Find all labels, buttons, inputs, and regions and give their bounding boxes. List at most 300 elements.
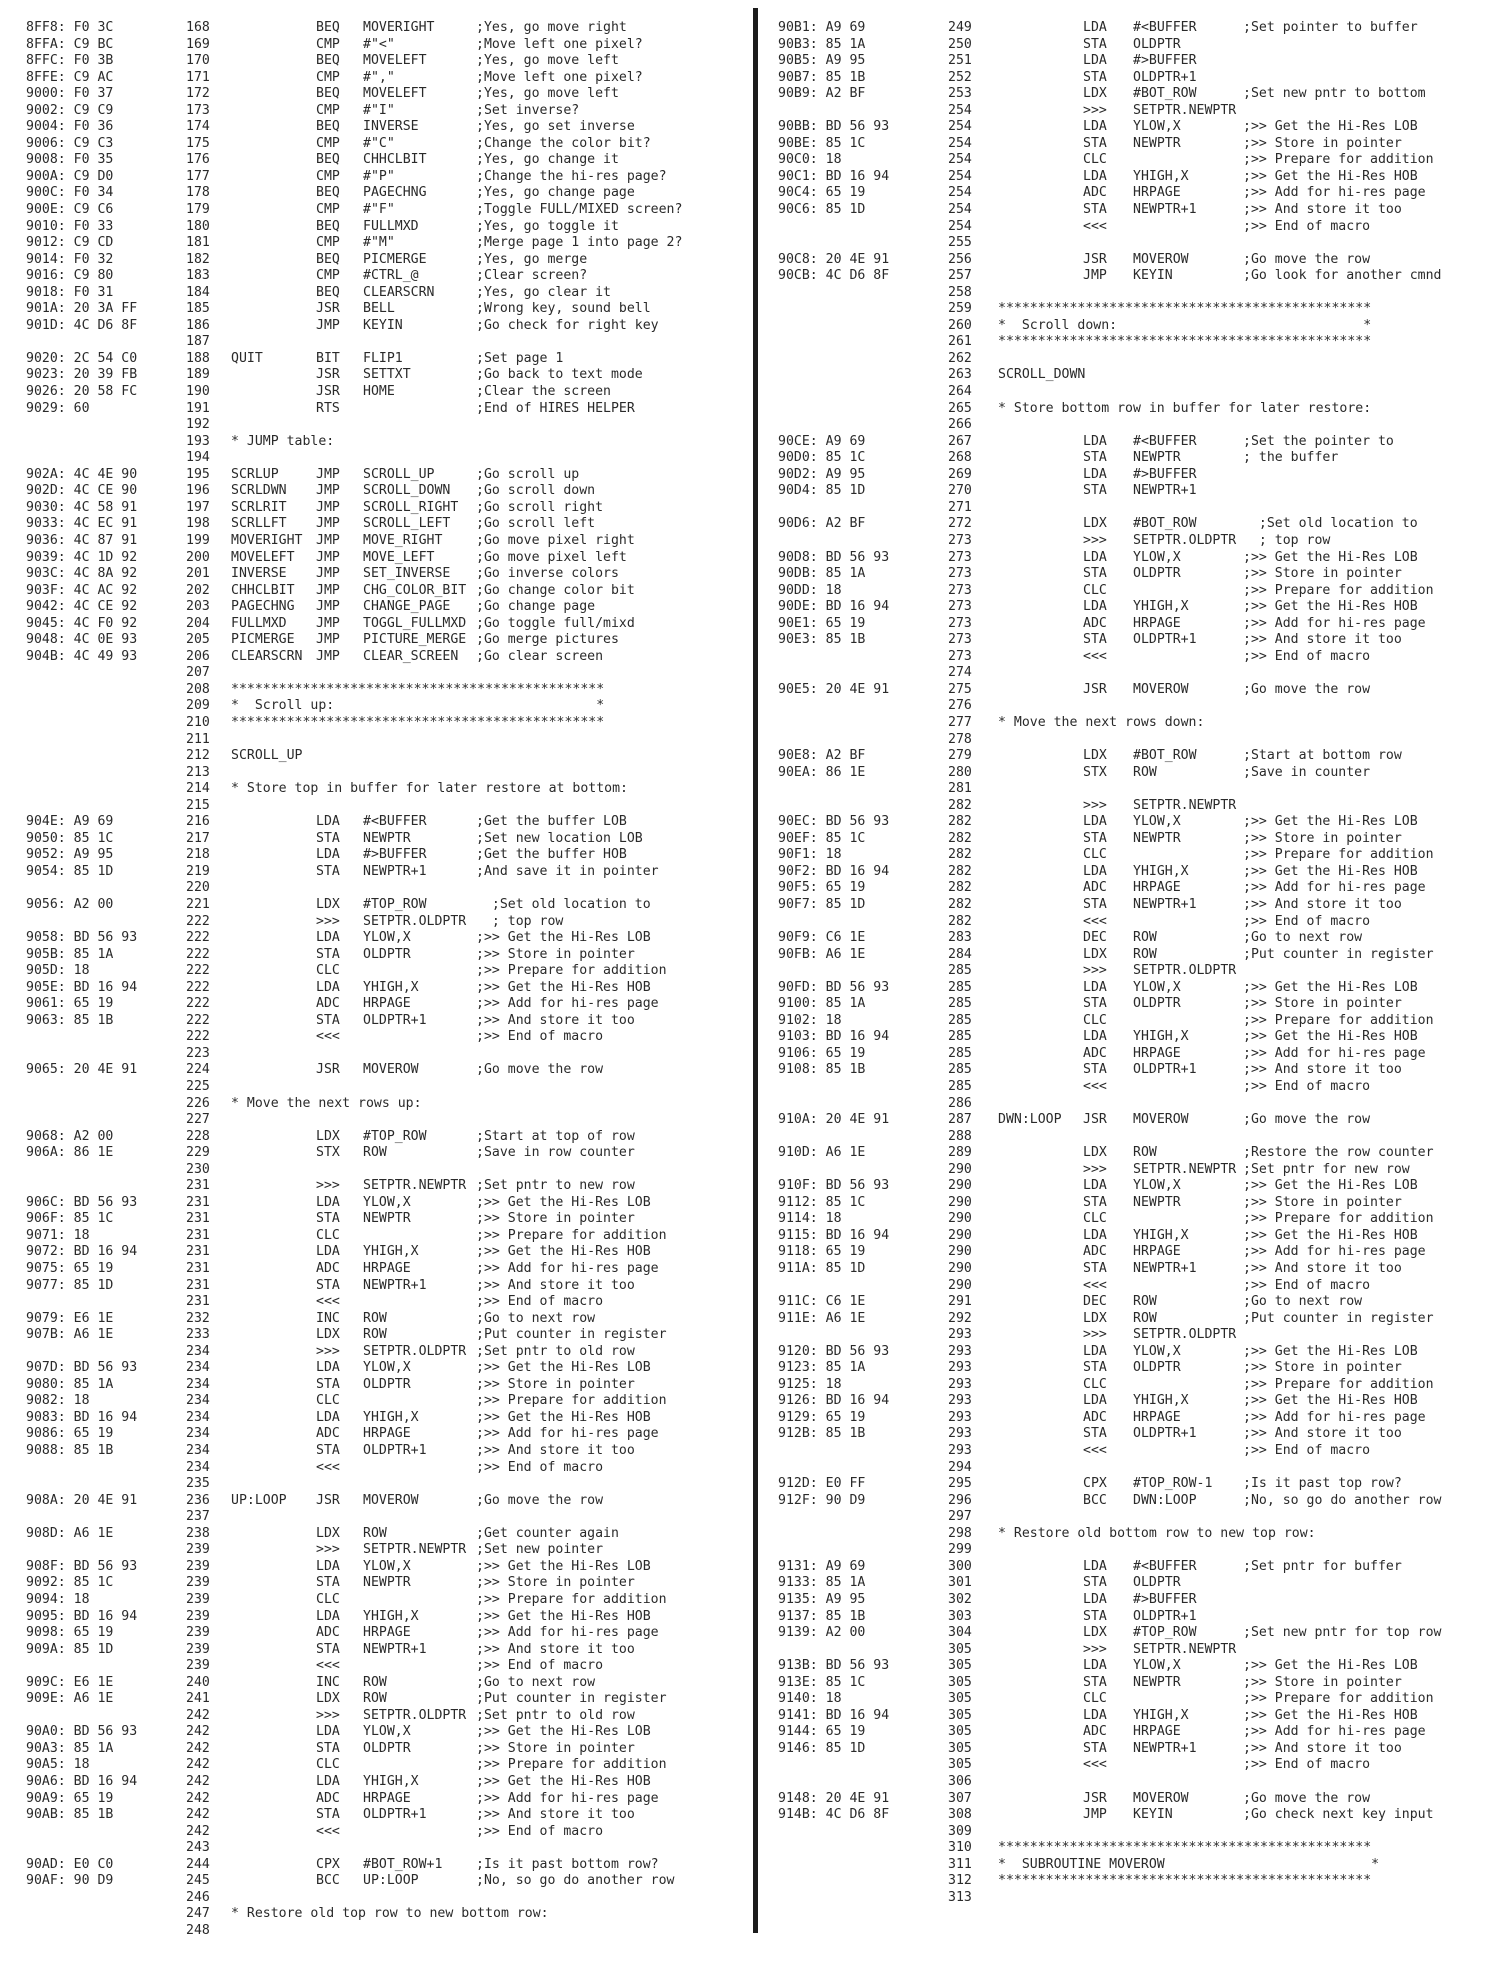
comment: ;Go scroll left [476, 516, 596, 532]
opcode: INC [316, 1674, 340, 1690]
line-number: 280 [948, 764, 972, 780]
address-bytes: 9146: 85 1D [778, 1740, 866, 1756]
line-number: 293 [948, 1343, 972, 1359]
operand: HRPAGE [363, 1261, 411, 1277]
address-bytes: 90FB: A6 1E [778, 946, 866, 962]
code-line [778, 467, 1488, 484]
comment: ; top row [1243, 532, 1331, 548]
code-label: QUIT [231, 350, 263, 366]
operand: INVERSE [363, 119, 419, 135]
opcode: STA [1083, 830, 1107, 846]
operand: NEWPTR [1133, 135, 1181, 151]
line-number: 290 [948, 1178, 972, 1194]
code-line [778, 798, 1488, 815]
opcode: JMP [316, 599, 340, 615]
code-line [778, 367, 1488, 384]
operand: NEWPTR [363, 1211, 411, 1227]
line-number: 178 [186, 185, 210, 201]
address-bytes: 9140: 18 [778, 1691, 842, 1707]
address-bytes: 911A: 85 1D [778, 1261, 866, 1277]
line-number: 222 [186, 1029, 210, 1045]
opcode: STA [1083, 1194, 1107, 1210]
operand: HRPAGE [1133, 880, 1181, 896]
opcode: LDX [316, 1691, 340, 1707]
line-number: 169 [186, 36, 210, 52]
opcode: CLC [1083, 152, 1107, 168]
comment: ;Go move the row [1243, 681, 1371, 697]
opcode: STA [1083, 896, 1107, 912]
comment: ;>> Add for hi-res page [1243, 185, 1426, 201]
code-line [778, 1145, 1488, 1162]
code-label: MOVERIGHT [231, 532, 303, 548]
line-number: 293 [948, 1409, 972, 1425]
address-bytes: 90C4: 65 19 [778, 185, 866, 201]
operand: NEWPTR [1133, 1674, 1181, 1690]
opcode: RTS [316, 400, 340, 416]
comment-line: SCROLL_DOWN [998, 367, 1086, 383]
address-bytes: 9100: 85 1A [778, 996, 866, 1012]
comment: ;>> Store in pointer [476, 1211, 635, 1227]
address-bytes: 90B9: A2 BF [778, 86, 866, 102]
opcode: JSR [316, 1062, 340, 1078]
opcode: ADC [316, 996, 340, 1012]
line-number: 198 [186, 516, 210, 532]
comment: ;Set pntr for buffer [1243, 1558, 1402, 1574]
opcode: ADC [1083, 1724, 1107, 1740]
line-number: 308 [948, 1807, 972, 1823]
code-line [778, 1178, 1488, 1195]
opcode: JMP [316, 582, 340, 598]
code-line [778, 698, 1488, 715]
comment: ;End of HIRES HELPER [476, 400, 635, 416]
line-number: 179 [186, 202, 210, 218]
comment: ; the buffer [1243, 450, 1339, 466]
line-number: 200 [186, 549, 210, 565]
comment: ;>> Get the Hi-Res LOB [1243, 1343, 1418, 1359]
code-line [778, 1493, 1488, 1510]
address-bytes: 9079: E6 1E [26, 1310, 114, 1326]
code-line [26, 1741, 756, 1758]
code-line [778, 1377, 1488, 1394]
code-line [26, 450, 756, 467]
line-number: 208 [186, 681, 210, 697]
operand: YLOW,X [363, 1360, 411, 1376]
opcode: CMP [316, 135, 340, 151]
code-line [778, 1840, 1488, 1857]
operand: OLDPTR [1133, 36, 1181, 52]
code-line [26, 550, 756, 567]
operand: HRPAGE [363, 996, 411, 1012]
line-number: 307 [948, 1790, 972, 1806]
operand: OLDPTR [363, 1740, 411, 1756]
operand: PICMERGE [363, 251, 427, 267]
opcode: LDA [1083, 549, 1107, 565]
comment: ;>> Get the Hi-Res LOB [1243, 1178, 1418, 1194]
code-line [778, 1079, 1488, 1096]
code-line [778, 550, 1488, 567]
opcode: STA [1083, 1740, 1107, 1756]
address-bytes: 9126: BD 16 94 [778, 1393, 890, 1409]
opcode: STA [1083, 1062, 1107, 1078]
address-bytes: 9115: BD 16 94 [778, 1227, 890, 1243]
opcode: STA [316, 946, 340, 962]
code-line [778, 252, 1488, 269]
code-label: SCRLLFT [231, 516, 287, 532]
operand: OLDPTR [363, 946, 411, 962]
code-line [26, 301, 756, 318]
opcode: <<< [316, 1029, 340, 1045]
line-number: 235 [186, 1476, 210, 1492]
line-number: 267 [948, 433, 972, 449]
operand: NEWPTR+1 [363, 863, 427, 879]
operand: #BOT_ROW [1133, 516, 1197, 532]
line-number: 273 [948, 582, 972, 598]
code-label: UP:LOOP [231, 1492, 287, 1508]
code-line [26, 1311, 756, 1328]
line-number: 282 [948, 896, 972, 912]
comment: ;>> Get the Hi-Res LOB [476, 1724, 651, 1740]
line-number: 254 [948, 185, 972, 201]
comment: ;>> Add for hi-res page [476, 1426, 659, 1442]
code-line [778, 301, 1488, 318]
operand: YLOW,X [363, 1724, 411, 1740]
code-line [26, 1129, 756, 1146]
line-number: 239 [186, 1558, 210, 1574]
line-number: 204 [186, 615, 210, 631]
comment: ;Yes, go set inverse [476, 119, 635, 135]
code-line [26, 1460, 756, 1477]
address-bytes: 9083: BD 16 94 [26, 1409, 138, 1425]
opcode: ADC [316, 1790, 340, 1806]
comment: ;>> Store in pointer [476, 946, 635, 962]
code-line [778, 996, 1488, 1013]
code-line [26, 963, 756, 980]
operand: PAGECHNG [363, 185, 427, 201]
opcode: STA [316, 1012, 340, 1028]
operand: OLDPTR [1133, 566, 1181, 582]
operand: NEWPTR+1 [1133, 1261, 1197, 1277]
comment: ;Put counter in register [1243, 1310, 1434, 1326]
line-number: 222 [186, 996, 210, 1012]
line-number: 303 [948, 1608, 972, 1624]
line-number: 250 [948, 36, 972, 52]
operand: ROW [1133, 764, 1157, 780]
code-line [778, 20, 1488, 37]
address-bytes: 9071: 18 [26, 1227, 90, 1243]
operand: BELL [363, 301, 395, 317]
operand: SETPTR.NEWPTR [1133, 1641, 1237, 1657]
line-number: 239 [186, 1608, 210, 1624]
opcode: <<< [316, 1294, 340, 1310]
line-number: 234 [186, 1443, 210, 1459]
code-line [778, 70, 1488, 87]
operand: CHHCLBIT [363, 152, 427, 168]
code-line [26, 37, 756, 54]
code-line [778, 1526, 1488, 1543]
line-number: 290 [948, 1161, 972, 1177]
line-number: 211 [186, 731, 210, 747]
opcode: JMP [316, 317, 340, 333]
opcode: LDA [316, 1558, 340, 1574]
address-bytes: 9063: 85 1B [26, 1012, 114, 1028]
line-number: 298 [948, 1525, 972, 1541]
opcode: STA [316, 1376, 340, 1392]
opcode: JSR [1083, 251, 1107, 267]
line-number: 309 [948, 1823, 972, 1839]
comment: ;Set pntr to old row [476, 1707, 635, 1723]
code-line [26, 566, 756, 583]
comment: ;>> Prepare for addition [1243, 582, 1434, 598]
code-line [26, 1393, 756, 1410]
code-line [778, 185, 1488, 202]
address-bytes: 90FD: BD 56 93 [778, 979, 890, 995]
comment: ;>> Get the Hi-Res HOB [1243, 863, 1418, 879]
code-line [778, 1774, 1488, 1791]
comment: ;>> End of macro [1243, 1079, 1371, 1094]
address-bytes: 90A9: 65 19 [26, 1790, 114, 1806]
operand: NEWPTR+1 [363, 1277, 427, 1293]
comment: ;>> Get the Hi-Res HOB [476, 1244, 651, 1260]
comment: ;Change the hi-res page? [476, 168, 667, 184]
line-number: 285 [948, 1062, 972, 1078]
code-line [778, 1129, 1488, 1146]
opcode: CLC [316, 1591, 340, 1607]
comment: ;Start at top of row [476, 1128, 635, 1144]
operand: #<BUFFER [1133, 1558, 1197, 1574]
line-number: 190 [186, 384, 210, 400]
line-number: 177 [186, 168, 210, 184]
line-number: 218 [186, 847, 210, 863]
opcode: STA [316, 1575, 340, 1591]
opcode: <<< [1083, 218, 1107, 234]
line-number: 212 [186, 748, 210, 764]
code-line [26, 1443, 756, 1460]
line-number: 221 [186, 896, 210, 912]
opcode: LDX [1083, 86, 1107, 102]
line-number: 254 [948, 135, 972, 151]
operand: #BOT_ROW+1 [363, 1856, 443, 1872]
comment: ;Clear screen? [476, 268, 588, 284]
line-number: 217 [186, 830, 210, 846]
operand: NEWPTR+1 [1133, 896, 1197, 912]
opcode: JSR [1083, 1112, 1107, 1128]
comment: ;Set pointer to buffer [1243, 20, 1418, 35]
comment: ;>> Get the Hi-Res HOB [476, 1608, 651, 1624]
address-bytes: 907B: A6 1E [26, 1327, 114, 1343]
comment: ;No, so go do another row [476, 1873, 675, 1889]
address-bytes: 90A6: BD 16 94 [26, 1773, 138, 1789]
opcode: STA [1083, 450, 1107, 466]
line-number: 203 [186, 599, 210, 615]
code-line [778, 947, 1488, 964]
opcode: LDA [1083, 814, 1107, 830]
line-number: 243 [186, 1840, 210, 1856]
operand: ROW [363, 1310, 387, 1326]
comment: ;Go clear screen [476, 648, 604, 664]
line-number: 197 [186, 499, 210, 515]
opcode: >>> [1083, 102, 1107, 118]
address-bytes: 9094: 18 [26, 1591, 90, 1607]
opcode: DEC [1083, 930, 1107, 946]
operand: YHIGH,X [1133, 168, 1189, 184]
opcode: LDA [1083, 1343, 1107, 1359]
code-line [26, 1774, 756, 1791]
line-number: 231 [186, 1194, 210, 1210]
line-number: 234 [186, 1393, 210, 1409]
code-label: CHHCLBIT [231, 582, 295, 598]
address-bytes: 9125: 18 [778, 1376, 842, 1392]
line-number: 254 [948, 168, 972, 184]
operand: YHIGH,X [363, 1773, 419, 1789]
line-number: 294 [948, 1459, 972, 1475]
comment: ;>> Add for hi-res page [476, 1625, 659, 1641]
code-line [778, 1559, 1488, 1576]
comment: ;Set new pointer [476, 1542, 604, 1558]
line-number: 293 [948, 1376, 972, 1392]
line-number: 248 [186, 1922, 210, 1938]
address-bytes: 9065: 20 4E 91 [26, 1062, 138, 1078]
code-line [26, 1261, 756, 1278]
operand: YHIGH,X [363, 1608, 419, 1624]
code-line [778, 1195, 1488, 1212]
operand: FULLMXD [363, 218, 419, 234]
line-number: 234 [186, 1360, 210, 1376]
operand: ROW [1133, 1310, 1157, 1326]
code-line [778, 268, 1488, 285]
code-line [778, 1096, 1488, 1113]
operand: SETTXT [363, 367, 411, 383]
line-number: 234 [186, 1376, 210, 1392]
line-number: 222 [186, 979, 210, 995]
line-number: 290 [948, 1277, 972, 1293]
address-bytes: 9014: F0 32 [26, 251, 114, 267]
code-line [778, 1162, 1488, 1179]
address-bytes: 90D8: BD 56 93 [778, 549, 890, 565]
address-bytes: 900C: F0 34 [26, 185, 114, 201]
operand: #"<" [363, 36, 395, 52]
address-bytes: 90B3: 85 1A [778, 36, 866, 52]
opcode: LDA [1083, 1658, 1107, 1674]
comment: ;>> Prepare for addition [1243, 1012, 1434, 1028]
code-line [778, 1625, 1488, 1642]
comment: ;>> Get the Hi-Res HOB [1243, 1227, 1418, 1243]
address-bytes: 9137: 85 1B [778, 1608, 866, 1624]
code-line [778, 930, 1488, 947]
address-bytes: 9108: 85 1B [778, 1062, 866, 1078]
comment: ;>> Get the Hi-Res HOB [1243, 168, 1418, 184]
comment: ;>> And store it too [476, 1641, 635, 1657]
opcode: JSR [1083, 681, 1107, 697]
code-line [778, 1509, 1488, 1526]
comment: ;>> End of macro [476, 1823, 604, 1839]
operand: KEYIN [1133, 268, 1173, 284]
comment-line: *********************************************** [998, 334, 1372, 350]
comment: ;Yes, go clear it [476, 284, 611, 300]
code-line [778, 202, 1488, 219]
comment: ;Go to next row [1243, 1294, 1363, 1310]
comment: ;>> Add for hi-res page [1243, 615, 1426, 631]
opcode: CLC [1083, 1691, 1107, 1707]
operand: #>BUFFER [1133, 1591, 1197, 1607]
address-bytes: 90BB: BD 56 93 [778, 119, 890, 135]
code-line [778, 152, 1488, 169]
operand: CLEARSCRN [363, 284, 435, 300]
code-line [778, 401, 1488, 418]
code-line [26, 1890, 756, 1907]
code-line [778, 136, 1488, 153]
comment: ;Go to next row [1243, 930, 1363, 946]
operand: #BOT_ROW [1133, 86, 1197, 102]
operand: ROW [363, 1674, 387, 1690]
opcode: <<< [316, 1658, 340, 1674]
code-line [778, 450, 1488, 467]
line-number: 282 [948, 880, 972, 896]
code-line [778, 351, 1488, 368]
line-number: 254 [948, 218, 972, 234]
code-line [778, 1426, 1488, 1443]
line-number: 282 [948, 863, 972, 879]
line-number: 293 [948, 1443, 972, 1459]
line-number: 242 [186, 1773, 210, 1789]
operand: YLOW,X [363, 930, 411, 946]
line-number: 222 [186, 1012, 210, 1028]
comment: ;>> Get the Hi-Res LOB [1243, 119, 1418, 135]
code-line [26, 814, 756, 831]
line-number: 281 [948, 781, 972, 797]
comment: ;Go merge pictures [476, 632, 619, 648]
opcode: CPX [1083, 1476, 1107, 1492]
opcode: STA [1083, 1575, 1107, 1591]
code-line [26, 1658, 756, 1675]
comment: ;Go move the row [1243, 1112, 1371, 1128]
code-line [26, 930, 756, 947]
code-line [26, 980, 756, 997]
opcode: >>> [1083, 963, 1107, 979]
code-line [26, 1096, 756, 1113]
line-number: 187 [186, 334, 210, 350]
opcode: BEQ [316, 53, 340, 69]
comment: ;>> Store in pointer [1243, 135, 1402, 151]
opcode: STA [316, 1641, 340, 1657]
line-number: 234 [186, 1343, 210, 1359]
code-label: SCRLDWN [231, 483, 287, 499]
line-number: 231 [186, 1261, 210, 1277]
line-number: 260 [948, 317, 972, 333]
line-number: 174 [186, 119, 210, 135]
operand: MOVEROW [363, 1062, 419, 1078]
comment: ;Start at bottom row [1243, 748, 1402, 764]
comment: ;>> Add for hi-res page [476, 996, 659, 1012]
comment: ;>> And store it too [476, 1012, 635, 1028]
address-bytes: 9080: 85 1A [26, 1376, 114, 1392]
opcode: JSR [316, 367, 340, 383]
code-line [778, 1261, 1488, 1278]
opcode: CMP [316, 36, 340, 52]
line-number: 231 [186, 1244, 210, 1260]
line-number: 282 [948, 913, 972, 929]
comment: ;>> Prepare for addition [476, 1591, 667, 1607]
code-line [26, 1857, 756, 1874]
address-bytes: 9075: 65 19 [26, 1261, 114, 1277]
line-number: 277 [948, 714, 972, 730]
code-line [26, 500, 756, 517]
address-bytes: 9010: F0 33 [26, 218, 114, 234]
code-line [778, 1062, 1488, 1079]
operand: HRPAGE [1133, 1045, 1181, 1061]
code-line [26, 152, 756, 169]
line-number: 278 [948, 731, 972, 747]
code-line [26, 1145, 756, 1162]
